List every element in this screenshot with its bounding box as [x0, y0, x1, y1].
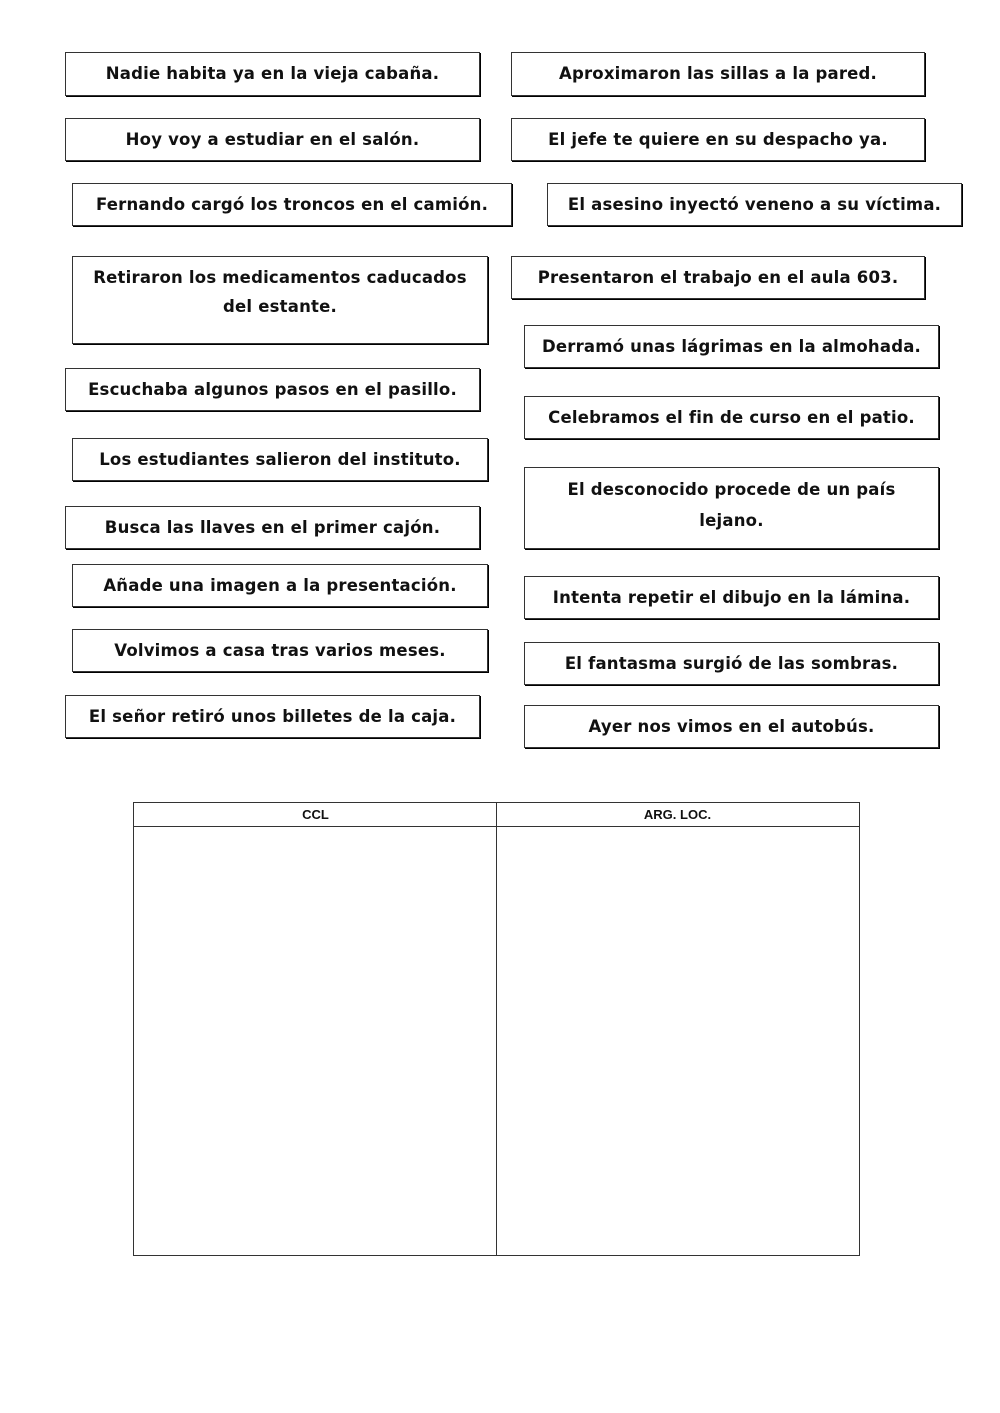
card-right-6[interactable]: Celebramos el fin de curso en el patio.: [524, 396, 939, 439]
card-right-7[interactable]: El desconocido procede de un país lejano.: [524, 467, 939, 549]
card-left-8[interactable]: Añade una imagen a la presentación.: [72, 564, 488, 607]
card-right-2[interactable]: El jefe te quiere en su despacho ya.: [511, 118, 925, 161]
column-header-arg-loc: ARG. LOC.: [496, 803, 859, 827]
card-right-3[interactable]: El asesino inyectó veneno a su víctima.: [547, 183, 962, 226]
card-left-2[interactable]: Hoy voy a estudiar en el salón.: [65, 118, 480, 161]
classification-table: [133, 802, 860, 1256]
drop-zone-ccl[interactable]: [134, 827, 496, 1255]
card-right-1[interactable]: Aproximaron las sillas a la pared.: [511, 52, 925, 96]
column-header-ccl: CCL: [134, 803, 497, 827]
card-right-4[interactable]: Presentaron el trabajo en el aula 603.: [511, 256, 925, 299]
card-left-9[interactable]: Volvimos a casa tras varios meses.: [72, 629, 488, 672]
card-right-5[interactable]: Derramó unas lágrimas en la almohada.: [524, 325, 939, 368]
card-left-7[interactable]: Busca las llaves en el primer cajón.: [65, 506, 480, 549]
card-left-5[interactable]: Escuchaba algunos pasos en el pasillo.: [65, 368, 480, 411]
card-left-4[interactable]: Retiraron los medicamentos caducados del estante.: [72, 256, 488, 344]
card-right-9[interactable]: El fantasma surgió de las sombras.: [524, 642, 939, 685]
card-left-1[interactable]: Nadie habita ya en la vieja cabaña.: [65, 52, 480, 96]
card-left-3[interactable]: Fernando cargó los troncos en el camión.: [72, 183, 512, 226]
card-left-10[interactable]: El señor retiró unos billetes de la caja.: [65, 695, 480, 738]
card-right-8[interactable]: Intenta repetir el dibujo en la lámina.: [524, 576, 939, 619]
card-left-6[interactable]: Los estudiantes salieron del instituto.: [72, 438, 488, 481]
card-right-10[interactable]: Ayer nos vimos en el autobús.: [524, 705, 939, 748]
drop-zone-arg-loc[interactable]: [497, 827, 859, 1255]
